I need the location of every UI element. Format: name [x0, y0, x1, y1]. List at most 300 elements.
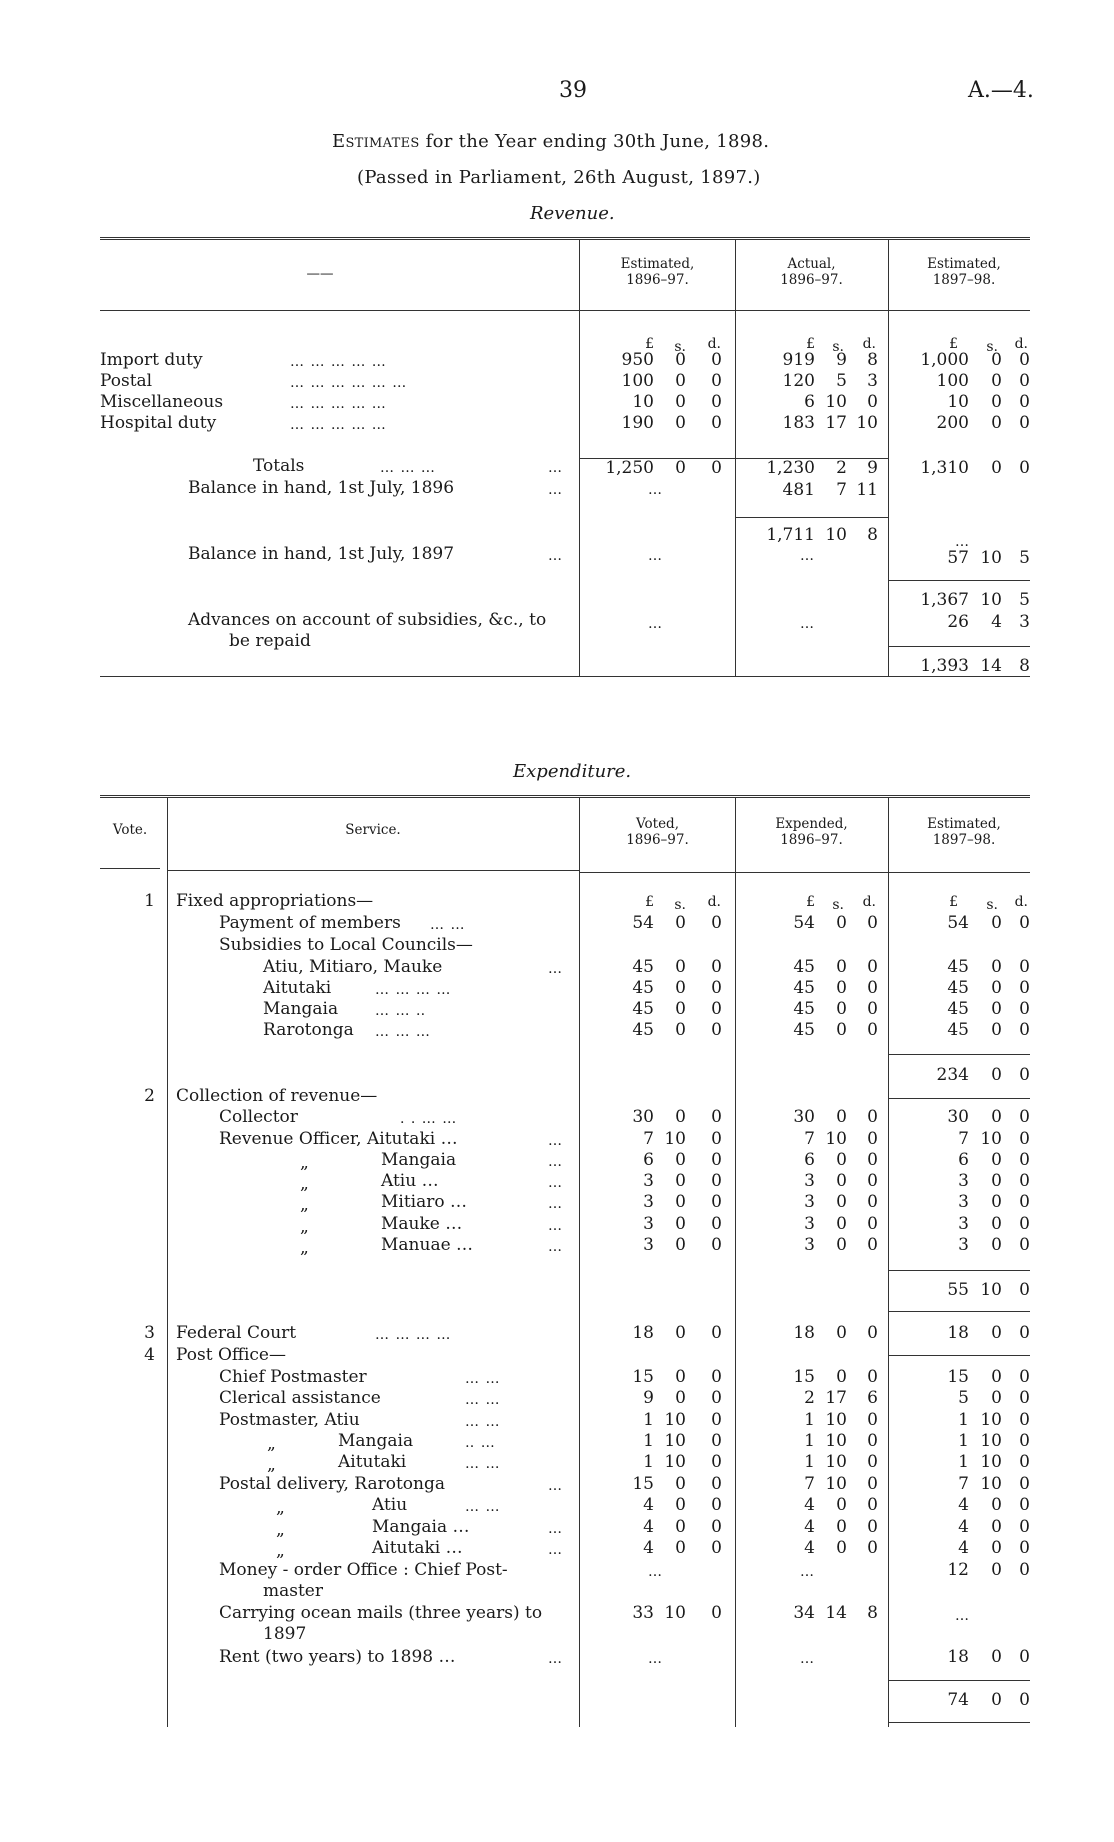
amount-pounds: 100 [936, 371, 969, 391]
amount-pence: 0 [1019, 1150, 1030, 1170]
row-label: Payment of members [219, 913, 401, 933]
amount-pounds: 190 [621, 413, 654, 433]
amount-shillings: 5 [836, 371, 847, 391]
amount-pence: 0 [1019, 1560, 1030, 1580]
amount-shillings: 0 [991, 1171, 1002, 1191]
rule [735, 797, 736, 1727]
leader-dots: … [548, 460, 563, 476]
amount-shillings: 0 [991, 1065, 1002, 1085]
balance-1897-estimated: … [648, 548, 663, 564]
amount-shillings: 14 [980, 656, 1002, 676]
amount-pounds: 55 [947, 1280, 969, 1300]
leader-dots: … … … [380, 460, 436, 476]
amount-pence: 0 [867, 1214, 878, 1234]
amount-shillings: 10 [825, 1410, 847, 1430]
ditto-mark: „ [267, 1434, 276, 1454]
amount-shillings: 10 [664, 1452, 686, 1472]
amount-pence: 0 [1019, 1431, 1030, 1451]
row-label: Mangaia [338, 1431, 414, 1451]
amount-pounds: 6 [643, 1150, 654, 1170]
amount-pounds: 74 [947, 1690, 969, 1710]
amount-pence: 0 [1019, 371, 1030, 391]
amount-shillings: 10 [980, 1280, 1002, 1300]
blank-column-header: —— [306, 266, 334, 282]
amount-pounds: 12 [947, 1560, 969, 1580]
amount-shillings: 0 [991, 1388, 1002, 1408]
amount-shillings: 0 [991, 1647, 1002, 1667]
amount-shillings: 0 [991, 371, 1002, 391]
amount-shillings: 0 [836, 1235, 847, 1255]
amount-pence: 10 [856, 413, 878, 433]
leader-dots: … [548, 1542, 563, 1558]
rule [888, 797, 889, 1727]
amount-shillings: 0 [675, 1107, 686, 1127]
amount-shillings: 10 [980, 1431, 1002, 1451]
rule [888, 1311, 1030, 1312]
unit-shillings: s. [832, 897, 844, 913]
row-label: Mangaia [381, 1150, 457, 1170]
amount-pence: 11 [856, 480, 878, 500]
amount-pence: 0 [867, 999, 878, 1019]
unit-pounds: £ [645, 336, 654, 352]
row-label: master [263, 1581, 323, 1601]
amount-shillings: 0 [675, 458, 686, 478]
amount-pounds: 4 [643, 1495, 654, 1515]
amount-pounds: 1 [958, 1410, 969, 1430]
leader-dots: … [548, 1239, 563, 1255]
amount-pence: 0 [711, 1388, 722, 1408]
amount-pence: 0 [867, 913, 878, 933]
row-label: Mitiaro … [381, 1192, 468, 1212]
amount-shillings: 0 [836, 1517, 847, 1537]
amount-pounds: 45 [793, 999, 815, 1019]
amount-pounds: 1,230 [766, 458, 815, 478]
amount-pence: 0 [1019, 1214, 1030, 1234]
amount-shillings: 10 [980, 1410, 1002, 1430]
amount-pence: 0 [711, 1020, 722, 1040]
amount-pence: 0 [711, 1129, 722, 1149]
amount-pounds: 1 [643, 1452, 654, 1472]
ditto-mark: „ [300, 1217, 309, 1237]
amount-pence: 0 [1019, 1367, 1030, 1387]
amount-shillings: 10 [825, 1129, 847, 1149]
row-label: Rarotonga [263, 1020, 354, 1040]
amount-pounds: 200 [936, 413, 969, 433]
row-label: 1897 [263, 1624, 307, 1644]
amount-pence: 0 [711, 1214, 722, 1234]
amount-pounds: 45 [947, 999, 969, 1019]
amount-pounds: 5 [958, 1388, 969, 1408]
amount-pounds: 15 [632, 1367, 654, 1387]
amount-shillings: 0 [991, 350, 1002, 370]
money-order-voted: … [648, 1564, 663, 1580]
amount-pounds: 1 [958, 1431, 969, 1451]
amount-pence: 0 [1019, 913, 1030, 933]
amount-pence: 0 [867, 1367, 878, 1387]
amount-pence: 0 [711, 1107, 722, 1127]
amount-pence: 0 [711, 371, 722, 391]
amount-pounds: 120 [782, 371, 815, 391]
col-header-actual-1896: Actual, 1896–97. [780, 256, 843, 288]
amount-pence: 0 [711, 458, 722, 478]
expenditure-heading: Expenditure. [513, 761, 632, 782]
amount-pence: 0 [1019, 1020, 1030, 1040]
col-header-estimated-1896: Estimated, 1896–97. [620, 256, 695, 288]
amount-shillings: 0 [991, 413, 1002, 433]
amount-pence: 5 [1019, 590, 1030, 610]
amount-pence: 9 [867, 458, 878, 478]
amount-pounds: 4 [958, 1517, 969, 1537]
amount-pounds: 26 [947, 612, 969, 632]
amount-pence: 0 [711, 978, 722, 998]
amount-pence: 0 [1019, 1517, 1030, 1537]
unit-pence: d. [1014, 336, 1028, 352]
amount-pence: 0 [711, 1431, 722, 1451]
title-lead: Estimates [332, 131, 420, 152]
amount-shillings: 0 [991, 999, 1002, 1019]
amount-pence: 0 [1019, 350, 1030, 370]
rule [888, 1098, 1030, 1099]
amount-shillings: 10 [980, 590, 1002, 610]
amount-shillings: 10 [825, 1431, 847, 1451]
leader-dots: … [548, 1521, 563, 1537]
amount-pounds: 3 [643, 1171, 654, 1191]
amount-shillings: 0 [675, 392, 686, 412]
amount-shillings: 0 [675, 1495, 686, 1515]
amount-pounds: 45 [793, 978, 815, 998]
amount-shillings: 10 [664, 1410, 686, 1430]
amount-pounds: 45 [947, 1020, 969, 1040]
amount-shillings: 10 [664, 1129, 686, 1149]
amount-pence: 0 [867, 1452, 878, 1472]
amount-shillings: 0 [675, 1538, 686, 1558]
rule [735, 517, 888, 518]
amount-pence: 0 [711, 1495, 722, 1515]
amount-shillings: 0 [836, 1495, 847, 1515]
amount-pence: 0 [1019, 1235, 1030, 1255]
amount-shillings: 0 [675, 999, 686, 1019]
amount-pence: 0 [1019, 1129, 1030, 1149]
amount-shillings: 10 [980, 1129, 1002, 1149]
amount-pounds: 15 [793, 1367, 815, 1387]
row-label: Atiu … [381, 1171, 439, 1191]
amount-pounds: 1 [958, 1452, 969, 1472]
balance-1896-label: Balance in hand, 1st July, 1896 [188, 478, 455, 498]
amount-shillings: 0 [675, 978, 686, 998]
amount-pounds: 3 [804, 1235, 815, 1255]
amount-pounds: 54 [793, 913, 815, 933]
amount-pounds: 3 [804, 1192, 815, 1212]
amount-shillings: 0 [991, 1192, 1002, 1212]
amount-pounds: 3 [804, 1171, 815, 1191]
ocean-estimated: … [955, 1608, 970, 1624]
amount-pounds: 45 [947, 978, 969, 998]
amount-shillings: 0 [836, 1150, 847, 1170]
leader-dots: … … [465, 1456, 501, 1472]
ditto-mark: „ [267, 1455, 276, 1475]
row-label: Aitutaki [263, 978, 332, 998]
amount-pence: 0 [867, 1431, 878, 1451]
leader-dots: … [548, 1218, 563, 1234]
amount-pounds: 4 [643, 1538, 654, 1558]
amount-pounds: 7 [804, 1129, 815, 1149]
row-label: Mangaia … [372, 1517, 470, 1537]
amount-shillings: 0 [836, 957, 847, 977]
amount-pence: 0 [867, 1192, 878, 1212]
amount-shillings: 0 [675, 413, 686, 433]
amount-pence: 0 [1019, 1280, 1030, 1300]
amount-pence: 0 [867, 1410, 878, 1430]
amount-shillings: 0 [991, 1150, 1002, 1170]
amount-pence: 0 [1019, 413, 1030, 433]
amount-pounds: 7 [958, 1474, 969, 1494]
row-label: Chief Postmaster [219, 1367, 367, 1387]
amount-pounds: 4 [804, 1517, 815, 1537]
amount-pence: 0 [1019, 1538, 1030, 1558]
amount-pence: 0 [867, 1323, 878, 1343]
unit-pence: d. [862, 336, 876, 352]
rule [100, 797, 1030, 798]
amount-pence: 0 [711, 1410, 722, 1430]
amount-shillings: 0 [991, 1495, 1002, 1515]
sum-1896-estimated: … [955, 534, 970, 550]
col-header-voted: Voted, 1896–97. [626, 816, 689, 848]
amount-pence: 8 [867, 350, 878, 370]
amount-pounds: 6 [804, 1150, 815, 1170]
amount-shillings: 0 [675, 1367, 686, 1387]
amount-pence: 0 [711, 392, 722, 412]
amount-pence: 0 [1019, 1388, 1030, 1408]
amount-pence: 0 [867, 1474, 878, 1494]
amount-pounds: 2 [804, 1388, 815, 1408]
amount-pounds: 9 [643, 1388, 654, 1408]
leader-dots: … … … … … … [290, 375, 408, 391]
col-header-estimated-1897: Estimated, 1897–98. [927, 256, 1001, 288]
amount-shillings: 0 [675, 1235, 686, 1255]
group-heading: Post Office— [176, 1345, 286, 1365]
amount-shillings: 0 [991, 957, 1002, 977]
amount-pence: 0 [867, 1020, 878, 1040]
rule [888, 580, 1030, 581]
rule [100, 676, 1030, 677]
unit-pounds: £ [806, 894, 815, 910]
amount-pounds: 30 [793, 1107, 815, 1127]
amount-shillings: 0 [675, 1192, 686, 1212]
amount-pence: 0 [867, 392, 878, 412]
amount-pence: 0 [1019, 458, 1030, 478]
rule [579, 797, 580, 1727]
leader-dots: … … … … [375, 982, 452, 998]
amount-pounds: 30 [632, 1107, 654, 1127]
amount-pounds: 4 [643, 1517, 654, 1537]
rule [167, 797, 168, 1727]
amount-pounds: 1 [804, 1410, 815, 1430]
amount-pence: 0 [711, 350, 722, 370]
amount-pence: 6 [867, 1388, 878, 1408]
amount-pence: 0 [867, 1517, 878, 1537]
unit-shillings: s. [674, 897, 686, 913]
advances-estimated: … [648, 616, 663, 632]
amount-pence: 0 [1019, 1495, 1030, 1515]
amount-pounds: 481 [782, 480, 815, 500]
amount-pence: 0 [711, 999, 722, 1019]
leader-dots: … [548, 961, 563, 977]
amount-pence: 0 [867, 1171, 878, 1191]
document-reference: A.—4. [968, 78, 1034, 103]
amount-shillings: 0 [836, 1323, 847, 1343]
row-label: Money - order Office : Chief Post- [219, 1560, 508, 1580]
amount-pounds: 3 [643, 1192, 654, 1212]
amount-shillings: 7 [836, 480, 847, 500]
row-label: Clerical assistance [219, 1388, 381, 1408]
amount-shillings: 0 [991, 1517, 1002, 1537]
amount-pence: 0 [711, 1235, 722, 1255]
amount-pounds: 1 [804, 1431, 815, 1451]
amount-shillings: 0 [991, 1690, 1002, 1710]
amount-pounds: 3 [958, 1214, 969, 1234]
ditto-mark: „ [300, 1238, 309, 1258]
leader-dots: … … ‥ [375, 1003, 427, 1019]
amount-pounds: 3 [958, 1171, 969, 1191]
leader-dots: … [548, 1478, 563, 1494]
row-label: Aitutaki … [372, 1538, 463, 1558]
amount-shillings: 10 [980, 548, 1002, 568]
row-label: Revenue Officer, Aitutaki … [219, 1129, 458, 1149]
amount-shillings: 0 [836, 1538, 847, 1558]
amount-shillings: 0 [836, 978, 847, 998]
amount-pence: 0 [711, 1474, 722, 1494]
amount-shillings: 0 [836, 1020, 847, 1040]
amount-shillings: 10 [825, 1474, 847, 1494]
revenue-item-label: Miscellaneous [100, 392, 224, 412]
amount-pounds: 18 [793, 1323, 815, 1343]
amount-shillings: 0 [675, 1020, 686, 1040]
amount-pence: 0 [1019, 978, 1030, 998]
amount-pounds: 4 [804, 1538, 815, 1558]
leader-dots: . . … … [400, 1111, 458, 1127]
amount-shillings: 0 [836, 1367, 847, 1387]
amount-shillings: 0 [675, 371, 686, 391]
rent-expended: … [800, 1651, 815, 1667]
amount-pence: 0 [1019, 1065, 1030, 1085]
amount-pence: 0 [711, 1367, 722, 1387]
document-title [332, 131, 769, 152]
unit-pounds: £ [949, 336, 958, 352]
leader-dots: … … … … … [290, 417, 387, 433]
amount-pounds: 3 [643, 1235, 654, 1255]
group-heading: Fixed appropriations— [176, 891, 374, 911]
amount-shillings: 0 [675, 1171, 686, 1191]
unit-pence: d. [862, 894, 876, 910]
amount-shillings: 0 [675, 1150, 686, 1170]
amount-shillings: 10 [825, 392, 847, 412]
amount-pence: 0 [711, 957, 722, 977]
leader-dots: … [548, 1651, 563, 1667]
leader-dots: … … [465, 1392, 501, 1408]
revenue-item-label: Hospital duty [100, 413, 217, 433]
row-label: Postal delivery, Rarotonga [219, 1474, 445, 1494]
unit-shillings: s. [986, 339, 998, 355]
amount-shillings: 0 [991, 1323, 1002, 1343]
row-label: Atiu, Mitiaro, Mauke [263, 957, 443, 977]
amount-pence: 3 [867, 371, 878, 391]
row-label: Federal Court [176, 1323, 297, 1343]
rule [888, 1680, 1030, 1681]
leader-dots: … … [465, 1371, 501, 1387]
amount-pence: 0 [867, 957, 878, 977]
amount-pounds: 1,000 [920, 350, 969, 370]
amount-pounds: 54 [632, 913, 654, 933]
amount-shillings: 0 [675, 1517, 686, 1537]
amount-pence: 5 [1019, 548, 1030, 568]
rule [888, 1355, 1030, 1356]
amount-pence: 0 [1019, 1647, 1030, 1667]
amount-shillings: 10 [825, 1452, 847, 1472]
amount-pence: 8 [867, 1603, 878, 1623]
amount-pence: 0 [1019, 1192, 1030, 1212]
amount-pence: 0 [711, 413, 722, 433]
amount-shillings: 0 [675, 957, 686, 977]
amount-shillings: 0 [675, 913, 686, 933]
row-label: Atiu [372, 1495, 408, 1515]
amount-pence: 0 [1019, 1410, 1030, 1430]
col-header-service: Service. [345, 822, 401, 838]
amount-shillings: 0 [991, 1538, 1002, 1558]
row-label: Rent (two years) to 1898 … [219, 1647, 456, 1667]
amount-pounds: 45 [793, 1020, 815, 1040]
vote-number: 1 [144, 891, 155, 911]
amount-shillings: 10 [664, 1431, 686, 1451]
amount-pence: 3 [1019, 612, 1030, 632]
amount-pounds: 10 [947, 392, 969, 412]
leader-dots: … [548, 548, 563, 564]
unit-pounds: £ [645, 894, 654, 910]
col-header-expended: Expended, 1896–97. [775, 816, 848, 848]
leader-dots: … … [465, 1414, 501, 1430]
advances-label-line1: Advances on account of subsidies, &c., to [188, 610, 547, 630]
amount-pounds: 45 [947, 957, 969, 977]
amount-pence: 0 [867, 978, 878, 998]
amount-pence: 0 [711, 1517, 722, 1537]
balance-1897-label: Balance in hand, 1st July, 1897 [188, 544, 455, 564]
amount-pounds: 1,393 [920, 656, 969, 676]
amount-shillings: 0 [675, 350, 686, 370]
amount-pence: 0 [867, 1538, 878, 1558]
amount-pence: 0 [1019, 1474, 1030, 1494]
amount-shillings: 17 [825, 1388, 847, 1408]
balance-1897-actual: … [800, 548, 815, 564]
ditto-mark: „ [300, 1153, 309, 1173]
amount-pounds: 45 [632, 978, 654, 998]
amount-pounds: 7 [958, 1129, 969, 1149]
amount-pounds: 1 [804, 1452, 815, 1472]
vote-number: 4 [144, 1345, 155, 1365]
amount-pounds: 234 [936, 1065, 969, 1085]
amount-shillings: 0 [675, 1323, 686, 1343]
amount-shillings: 0 [991, 1367, 1002, 1387]
leader-dots: … [548, 482, 563, 498]
amount-pounds: 3 [804, 1214, 815, 1234]
rule [100, 310, 1030, 311]
amount-shillings: 2 [836, 458, 847, 478]
amount-pence: 0 [1019, 999, 1030, 1019]
amount-shillings: 0 [675, 1388, 686, 1408]
amount-shillings: 9 [836, 350, 847, 370]
amount-pounds: 4 [958, 1538, 969, 1558]
col-header-vote: Vote. [112, 822, 148, 838]
row-label: Mauke … [381, 1214, 463, 1234]
amount-shillings: 0 [836, 913, 847, 933]
